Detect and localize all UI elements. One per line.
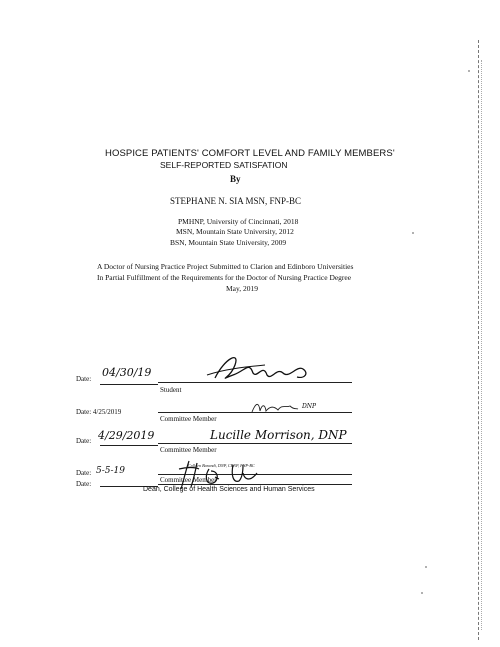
signer-role: Student bbox=[160, 386, 182, 394]
date-rule bbox=[100, 384, 158, 385]
committee-member-signature-image bbox=[250, 400, 300, 416]
handwritten-date: 5-5-19 bbox=[96, 466, 125, 476]
student-signature-image bbox=[205, 353, 325, 383]
statement-line: In Partial Fulfillment of the Requirements for the Doctor of Nursing Practice Degree bbox=[97, 273, 352, 282]
date-label: Date: bbox=[76, 469, 92, 477]
scan-speck bbox=[468, 70, 470, 72]
by-label: By bbox=[230, 174, 241, 184]
degree-line: PMHNP, University of Cincinnati, 2018 bbox=[178, 217, 299, 226]
degree-line: MSN, Mountain State University, 2012 bbox=[176, 227, 294, 236]
date-label: Date: bbox=[76, 375, 92, 383]
degree-line: BSN, Mountain State University, 2009 bbox=[170, 238, 287, 247]
author-name: STEPHANE N. SIA MSN, FNP-BC bbox=[170, 196, 302, 206]
page-edge-line-faint bbox=[481, 60, 482, 630]
scan-speck bbox=[425, 566, 427, 568]
date-label: Date: 4/25/2019 bbox=[76, 408, 122, 416]
page-edge-line bbox=[478, 40, 479, 640]
scan-speck bbox=[421, 592, 423, 594]
signer-role: Committee Member bbox=[160, 476, 217, 484]
date-rule bbox=[100, 445, 158, 446]
handwritten-date: 4/29/2019 bbox=[98, 429, 155, 442]
signature-rule bbox=[158, 443, 352, 444]
signer-role: Committee Member bbox=[160, 415, 217, 423]
signer-role: Committee Member bbox=[160, 446, 217, 454]
typed-signer-name: Colleen Barandi, DNP, CRNP, FNP-BC bbox=[188, 463, 255, 468]
statement-line: May, 2019 bbox=[226, 284, 259, 293]
statement-line: A Doctor of Nursing Practice Project Submitted to Clarion and Edinboro Universities bbox=[97, 262, 354, 271]
scan-speck bbox=[412, 232, 414, 234]
document-title: HOSPICE PATIENTS' COMFORT LEVEL AND FAMILY MEMBERS' bbox=[105, 148, 395, 159]
handwritten-date: 04/30/19 bbox=[102, 366, 152, 379]
signer-role: Dean, College of Health Sciences and Human Services bbox=[143, 486, 315, 493]
handwritten-signature: Lucille Morrison, DNP bbox=[210, 428, 347, 442]
signer-credential: DNP bbox=[302, 403, 317, 410]
date-label: Date: bbox=[76, 437, 92, 445]
document-subtitle: SELF-REPORTED SATISFATION bbox=[160, 160, 288, 170]
date-label: Date: bbox=[76, 480, 92, 488]
